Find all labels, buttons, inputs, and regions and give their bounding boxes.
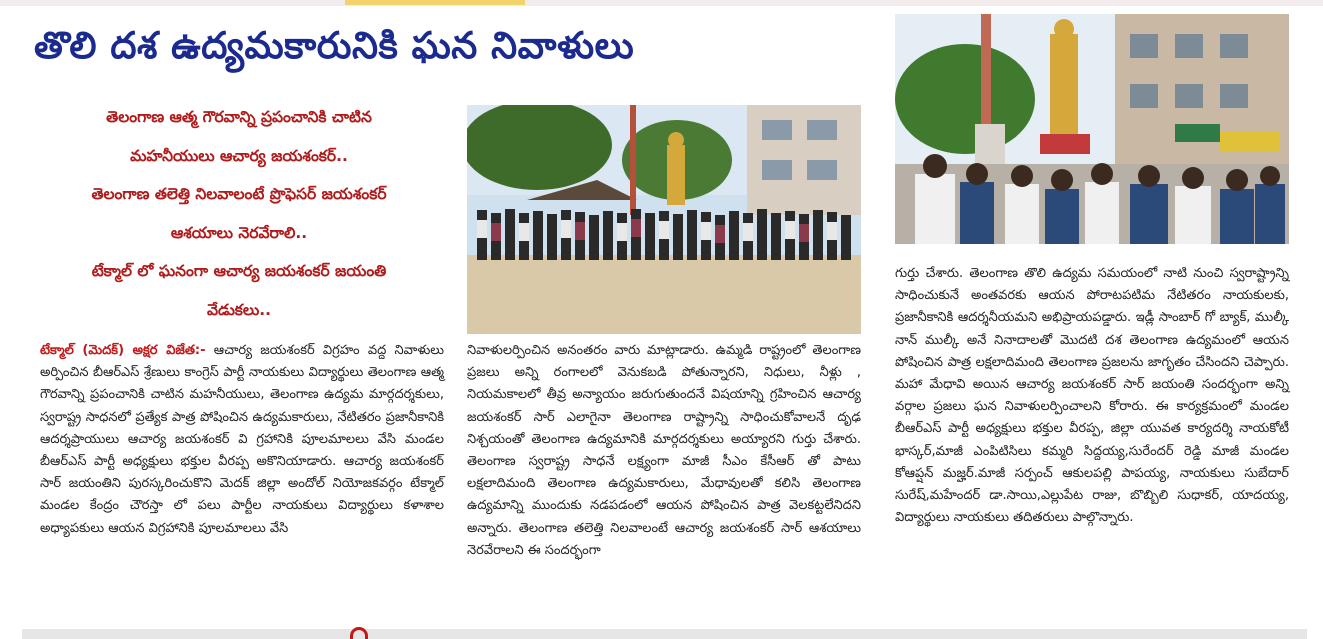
subhead-line: మహనీయులు ఆచార్య జయశంకర్.. (130, 146, 348, 165)
subhead-line: టేక్మాల్ లో ఘనంగా ఆచార్య జయశంకర్ జయంతి (91, 262, 387, 280)
article-text-1: ఆచార్య జయశంకర్ విగ్రహం వద్ద నివాళులు అర్పించిన బీఆర్ఎస్ శ్రేణులు కాంగ్రెస్ పార్టీ నాయకులు విద్యార్థులు తెలంగాణ ఆత్మ గౌరవాన్ని ప్రపంచానికి చాటిన మహనీయులు, తెలంగాణ ఉద్యమ మార్గదర్శకులు, స్వరాష్ట్ర సాధనలో ప్రత్యేక పాత్ర పోషించిన ఉద్యమకారులు, నేటితరం ప్రజానీకానికి ఆదర్శప్రాయులు ఆచార్య జయశంకర్ వి గ్రహానికి పూలమాలలు వేసి మండల బీఆర్ఎస్ పార్టీ అధ్యక్షులు భక్తుల వీరప్ప అకొనియాడారు. ఆచార్య జయశంకర్ సార్ జయంతిని పురస్కరించుకొని మెదక్ జిల్లా అందోల్ నియోజకవర్గం టేక్మాల్ మండల కేంద్రం చౌరస్తా లో పలు పార్టీల నాయకులు విద్యార్థులు కళాశాల అధ్యాపకులు ఆయన విగ్రహానికి పూలమాలలు వేసి (40, 343, 444, 536)
subhead-line: ఆశయాలు నెరవేరాలి.. (170, 223, 308, 242)
article-column-1 (40, 340, 444, 540)
headline: తొలి దశ ఉద్యమకారునికి ఘన నివాళులు (34, 24, 635, 67)
subhead-line: తెలంగాణ తలెత్తి నిలవాలంటే ప్రొఫెసర్ జయశంకర్ (91, 185, 387, 203)
top-strip (0, 0, 1323, 6)
bottom-logo-mark (350, 627, 368, 639)
photo-leaders-at-statue (895, 14, 1289, 244)
bottom-strip (22, 629, 1307, 639)
article-text-2: నివాళులర్పించిన అనంతరం వారు మాట్లాడారు. ఉమ్మడి రాష్ట్రంలో తెలంగాణ ప్రజలు అన్ని రంగాలలో వెనుకబడి పోతున్నారని, నిధులు, నీళ్లు , నియమకాలలో తీవ్ర అన్యాయం జరుగుతుందనే విషయాన్ని గ్రహించిన ఆచార్య జయశంకర్ సార్ ఎలాగైనా తెలంగాణ రాష్ట్రాన్ని సాధించుకోవాలనే దృఢ నిశ్చయంతో తెలంగాణ ఉద్యమానికి మార్గదర్శకులు అయ్యారని గుర్తు చేశారు. తెలంగాణ స్వరాష్ట్ర సాధనే లక్ష్యంగా మాజీ సీఎం కేసీఆర్ తో పాటు లక్షలాదిమంది తెలంగాణ ఉద్యమకారులు, మేధావులతో కలిసి తెలంగాణ ఉద్యమాన్ని ముందుకు నడపడంలో ఆయన పోషించిన పాత్ర వెలకట్టలేనిదని అన్నారు. తెలంగాణ తలెత్తి నిలవాలంటే ఆచార్య జయశంకర్ సార్ ఆశయాలు నెరవేరాలని ఈ సందర్భంగా (467, 343, 861, 558)
photo-leaders-at-statue-image (895, 14, 1289, 244)
subheads (44, 98, 434, 329)
top-strip-tab (345, 0, 525, 5)
byline: టేక్మాల్ (మెదక్) అక్షర విజేత:- (40, 343, 206, 358)
photo-group-at-statue (467, 105, 861, 334)
article-column-2 (467, 340, 861, 562)
article-column-3 (895, 263, 1289, 529)
subhead-line: తెలంగాణ ఆత్మ గౌరవాన్ని ప్రపంచానికి చాటిన (106, 108, 372, 126)
subhead-line: వేడుకలు.. (206, 300, 272, 319)
article-text-3: గుర్తు చేశారు. తెలంగాణ తొలి ఉద్యమ సమయంలో నాటి నుంచి స్వరాష్ట్రాన్ని సాధించుకునే అంతవరకు ఆయన పోరాటపటిమ నేటితరం నాయకులకు, ప్రజానీకానికి ఆదర్శనీయమని అభిప్రాయపడ్డారు. ఇడ్లీ సాంబార్ గో బ్యాక్, ముల్కీ నాన్ ముల్కీ అనే నినాదాలతో మొదటి దశ తెలంగాణ ఉద్యమంలో ఆయన పోషించిన పాత్ర లక్షలాదిమంది తెలంగాణ ప్రజలను జాగృతం చేసిందని చెప్పారు. మహా మేధావి అయిన ఆచార్య జయశంకర్ సార్ జయంతి సందర్భంగా అన్ని వర్గాల ప్రజలు ఘన నివాళులర్పించాలని కోరారు. ఈ కార్యక్రమంలో మండల బీఆర్ఎస్ పార్టీ అధ్యక్షులు భక్తుల వీరప్ప, జిల్లా యువత కార్యదర్శి నాయకోటీ భాస్కర్,మాజీ ఎంపిటిసిలు కమ్మరి సిద్దయ్య,సురేందర్ రెడ్డి మాజీ మండల కోఆప్షన్ మజ్హర్.మాజీ సర్పంచ్ ఆకులపల్లి పాపయ్య, నాయకులు సుబేదార్ సురేష్,మహేందర్ డా.సాయి,ఎల్లుపేట రాజు, బొబ్బిలి సుధాకర్, యాదయ్య, విద్యార్థులు నాయకులు తదితరులు పాల్గొన్నారు. (895, 266, 1289, 526)
photo-group-at-statue-image (467, 105, 861, 334)
